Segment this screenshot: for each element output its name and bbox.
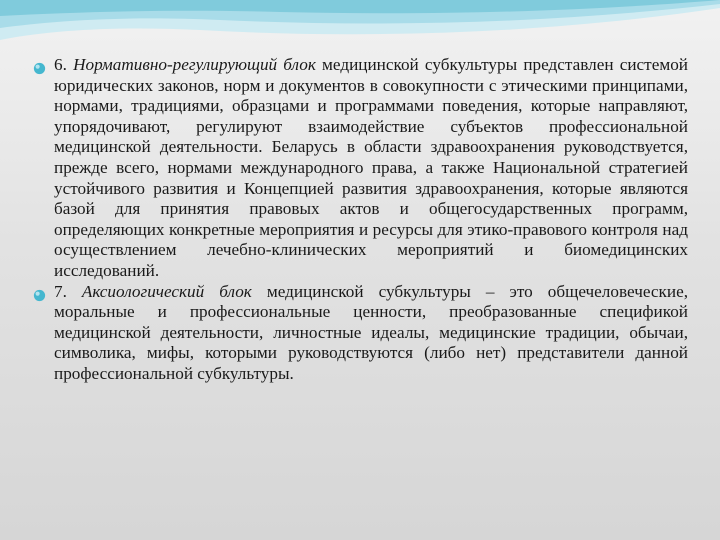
item-text: медицинской субкультуры – это общечеловеческие, моральные и профессиональные ценности, преобразованные спецификой медицинской деятельности, личностные идеалы, медицинские традиции, обычаи, символика, мифы, которыми руководствуются (либо нет) представители данной профессиональной субкультуры. — [54, 281, 688, 383]
list-item — [32, 55, 688, 282]
slide-content — [32, 55, 688, 385]
paragraph-normative-block — [54, 55, 688, 282]
bullet-icon — [32, 288, 47, 303]
block-term: Нормативно-регулирующий блок — [73, 55, 316, 74]
block-term: Аксиологический блок — [81, 281, 252, 301]
item-number: 7. — [54, 281, 67, 301]
bullet-icon — [32, 61, 47, 76]
item-number: 6. — [54, 55, 67, 74]
paragraph-axiological-block — [54, 282, 688, 385]
list-item — [32, 282, 688, 385]
item-text: медицинской субкультуры представлен системой юридических законов, норм и документов в совокупности с этическими принципами, нормами, традициями, образцами и программами поведения, которые направляют, упорядочивают, регулируют взаимодействие субъектов профессиональной медицинской деятельности. Беларусь в области здравоохранения руководствуется, прежде всего, нормами международного права, а также Национальной стратегией устойчивого развития и Концепцией развития здравоохранения, которые являются базой для принятия правовых актов и общегосударственных программ, определяющих конкретные мероприятия и ресурсы для этико-правового контроля над осуществлением лечебно-клинических мероприятий и биомедицинских исследований. — [54, 55, 688, 280]
